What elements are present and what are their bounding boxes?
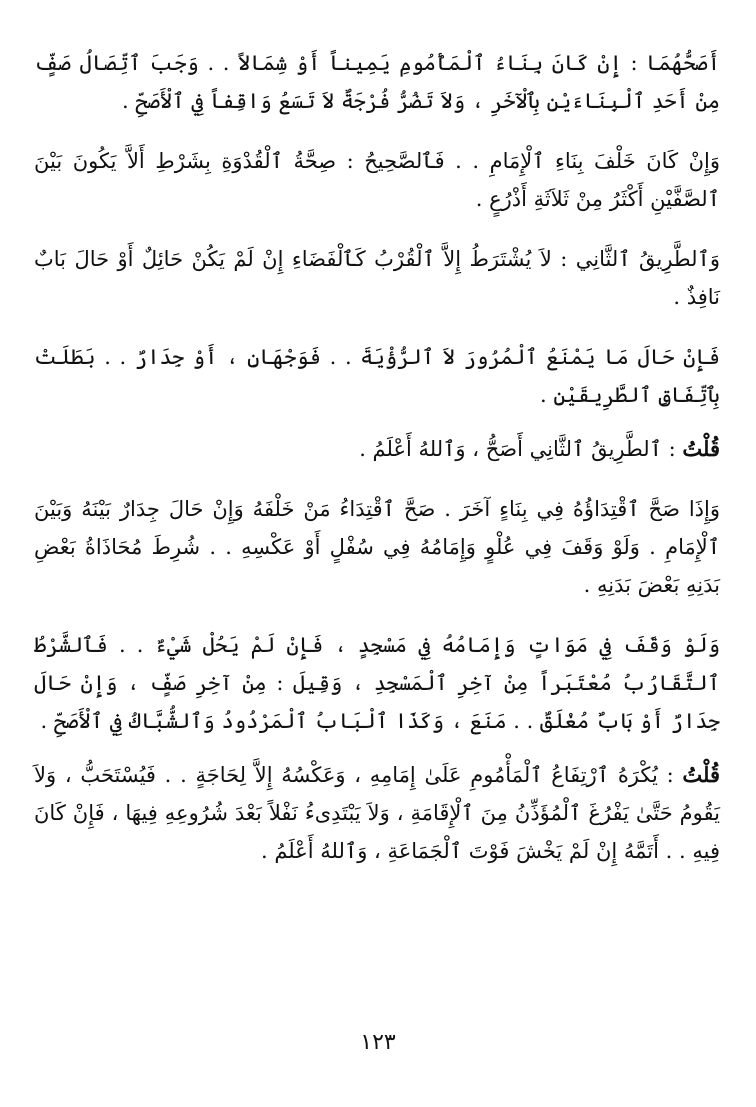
- paragraph-1: [34, 44, 720, 120]
- paragraph-8: [34, 756, 720, 870]
- paragraph-text: وَإِنْ كَانَ خَلْفَ بِنَاءِ ٱلْإِمَامِ . . فَٱلصَّحِيحُ : صِحَّةُ ٱلْقُدْوَةِ بِشَرْطِ أَلاَّ يَكُونَ بَيْنَ ٱلصَّفَّيْنِ أَكْثَرُ مِنْ ثَلاَثَةِ أَذْرُعٍ .: [34, 149, 720, 211]
- paragraph-lead: قُلْتُ: [682, 762, 720, 787]
- paragraph-text: : ٱلطَّرِيقُ ٱلثَّانِي أَصَحُّ ، وَٱللهُ أَعْلَمُ .: [359, 437, 683, 461]
- page-body: [34, 44, 720, 870]
- paragraph-text: وَٱلطَّرِيقُ ٱلثَّانِي : لاَ يُشْتَرَطُ إِلاَّ ٱلْقُرْبُ كَٱلْفَضَاءِ إِنْ لَمْ يَكُنْ حَائِلٌ أَوْ حَالَ بَابٌ نَافِذٌ .: [34, 247, 720, 309]
- paragraph-text: أَصَحُّهُمَا : إِنْ كَانَ بِنَاءُ ٱلْمَأْمُومِ يَمِيناً أَوْ شِمَالاً . . وَجَبَ ٱتِّصَالُ صَفٍّ مِنْ أَحَدِ ٱلْبِنَاءَيْنِ بِٱلْآخَرِ ، وَلاَ تَضُرُّ فُرْجَةٌ لاَ تَسَعُ وَاقِفاً فِي ٱلْأَصَحِّ .: [34, 51, 720, 113]
- paragraph-text: فَإِنْ حَالَ مَا يَمْنَعُ ٱلْمُرُورَ لاَ ٱلرُّؤْيَةَ . . فَوَجْهَانِ ، أَوْ جِدَارٌ . . بَطَلَتْ بِٱتِّفَاقِ ٱلطَّرِيقَيْنِ .: [34, 345, 720, 407]
- paragraph-5: [34, 430, 720, 468]
- paragraph-text: : يُكْرَهُ ٱرْتِفَاعُ ٱلْمَأْمُومِ عَلَىٰ إِمَامِهِ ، وَعَكْسُهُ إِلاَّ لِحَاجَةٍ . . فَيُسْتَحَبُّ ، وَلاَ يَقُومُ حَتَّىٰ يَفْرُغَ ٱلْمُؤَذِّنُ مِنَ ٱلْإِقَامَةِ ، وَلاَ يَبْتَدِىءُ نَفْلاً بَعْدَ شُرُوعِهِ فِيهَا ، فَإِنْ كَانَ فِيهِ . . أَتَمَّهُ إِنْ لَمْ يَخْشَ فَوْتَ ٱلْجَمَاعَةِ ، وَٱللهُ أَعْلَمُ .: [34, 763, 720, 863]
- paragraph-text: وَإِذَا صَحَّ ٱقْتِدَاؤُهُ فِي بِنَاءٍ آخَرَ . صَحَّ ٱقْتِدَاءُ مَنْ خَلْفَهُ وَإِنْ حَالَ جِدَارٌ بَيْنَهُ وَبَيْنَ ٱلْإِمَامِ . وَلَوْ وَقَفَ فِي عُلْوٍ وَإِمَامُهُ فِي سُفْلٍ أَوْ عَكْسِهِ . . شُرِطَ مُحَاذَاةُ بَعْضِ بَدَنِهِ بَعْضَ بَدَنِهِ .: [34, 497, 720, 597]
- paragraph-4: [34, 338, 720, 414]
- paragraph-text: وَلَوْ وَقَفَ فِي مَوَاتٍ وَإِمَامُهُ فِي مَسْجِدٍ ، فَإِنْ لَمْ يَحُلْ شَيْءٌ . . فَٱلشَّرْطُ ٱلتَّقَارُبُ مُعْتَبَراً مِنْ آخِرِ ٱلْمَسْجِدِ ، وَقِيلَ : مِنْ آخِرِ صَفٍّ ، وَإِنْ حَالَ جِدَارٌ أَوْ بَابٌ مُغْلَقٌ . . مَنَعَ ، وَكَذَا ٱلْبَابُ ٱلْمَرْدُودُ وَٱلشُّبَّاكُ فِي ٱلْأَصَحِّ .: [34, 633, 720, 733]
- paragraph-7: [34, 626, 720, 740]
- paragraph-6: [34, 490, 720, 604]
- paragraph-3: [34, 240, 720, 316]
- paragraph-2: [34, 142, 720, 218]
- page-number: ١٢٣: [360, 1030, 396, 1055]
- paragraph-lead: قُلْتُ: [682, 436, 720, 461]
